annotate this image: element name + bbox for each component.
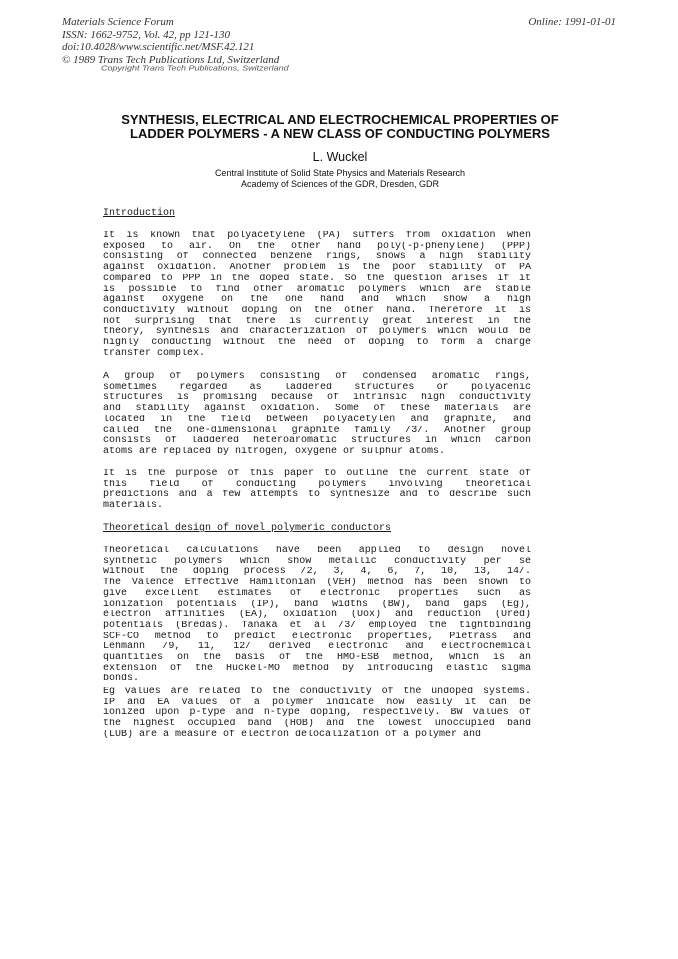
- text-line: without the doping process /2, 3, 4, 6, 7, 10, 13, 14/.: [103, 567, 531, 578]
- text-line: located in the field between polyacetylen and graphite, and: [103, 414, 531, 425]
- text-line: consisting of connected benzene rings, shows a high stability: [103, 252, 531, 263]
- text-line: highly conducting without the need of doping to form a charge: [103, 338, 531, 349]
- text-line: A group of polymers consisting of condensed aromatic rings,: [103, 372, 531, 382]
- text-line: atoms are replaced by nitrogen, oxygene or sulphur atoms.: [103, 446, 446, 457]
- text-line: sometimes regarded as laddered structures or polyacenic: [103, 382, 531, 393]
- text-line: exposed to air. On the other hand poly(-p-phenylene) (PPP): [103, 241, 531, 252]
- online-date: Online: 1991-01-01: [528, 16, 616, 28]
- text-line: bonds.: [103, 674, 140, 685]
- paper-title: [95, 113, 585, 140]
- text-line: this field of conducting polymers involving theoretical: [103, 479, 531, 490]
- paragraph-1: [103, 231, 531, 359]
- text-line: transfer complex.: [103, 348, 206, 359]
- text-line: give excellent estimates of electronic properties such as: [103, 588, 531, 599]
- affiliation-line-2: Academy of Sciences of the GDR, Dresden, GDR: [240, 179, 440, 189]
- issn-line: ISSN: 1662-9752, Vol. 42, pp 121-130: [62, 28, 231, 41]
- text-line: not surprising that there is currently great interest in the: [103, 316, 531, 327]
- affiliation: [95, 168, 585, 190]
- text-line: called the one-dimensional graphite family /3/. Another group: [103, 425, 531, 436]
- journal-name: Materials Science Forum: [62, 16, 174, 28]
- text-line: extension of the Hückel-MO method by introducing elastic sigma: [103, 663, 531, 674]
- author-name: L. Wuckel: [312, 150, 368, 164]
- text-line: structures is promising because of intrinsic high conductivity: [103, 393, 531, 404]
- text-line: Lehmann /9, 11, 12/ derived electronic and electrochemical: [103, 642, 531, 653]
- text-line: synthetic polymers which show metallic conductivity per se: [103, 556, 531, 567]
- text-line: Eg values are related to the conductivity of the undoped systems.: [103, 687, 531, 697]
- text-line: IP and EA values of a polymer indicate how easily it can be: [103, 697, 531, 708]
- paragraph-4: [103, 546, 531, 685]
- affiliation-line-1: Central Institute of Solid State Physics and Materials Research: [214, 168, 466, 178]
- text-line: and stability against oxidation. Some of these materials are: [103, 404, 531, 415]
- paragraph-5: [103, 687, 531, 741]
- section-heading-introduction: Introduction: [103, 208, 176, 219]
- text-line: conductivity without doping on the other hand. Therefore it is: [103, 305, 531, 316]
- text-line: potentials (Bredas). Tanaka et al /3/ employed the tightbinding: [103, 620, 531, 631]
- text-line: The Valence Effective Hamiltonian (VEH) method has been shown to: [103, 578, 531, 589]
- faded-copyright: Copyright Trans Tech Publications, Switzerland: [101, 64, 289, 72]
- text-line: quantities on the basis of the HMO-ESB method, which is an: [103, 653, 531, 664]
- text-line: the highest occupied band (HOB) and the lowest unoccupied band: [103, 719, 531, 730]
- text-line: theory, synthesis and characterization of polymers which would be: [103, 327, 531, 338]
- text-line: electron affinities (EA), oxidation (Uox) and reduction (Ured): [103, 610, 531, 621]
- title-line-2: LADDER POLYMERS - A NEW CLASS OF CONDUCTING POLYMERS: [130, 125, 550, 141]
- text-line: against oxygene on the one hand and which show a high: [103, 295, 531, 306]
- paragraph-3: [103, 469, 531, 512]
- text-line: It is the purpose of this paper to outline the current state of: [103, 469, 531, 479]
- section-heading-theoretical-design: Theoretical design of novel polymeric conductors: [103, 523, 392, 534]
- journal-header: [62, 16, 279, 66]
- text-line: predictions and a few attempts to synthesize and to describe such: [103, 490, 531, 501]
- text-line: ionization potentials (IP), band widths (BW), band gaps (Eg),: [103, 599, 531, 610]
- text-line: ionized upon p-type and n-type doping, respectively. BW values of: [103, 708, 531, 719]
- title-line-1: SYNTHESIS, ELECTRICAL AND ELECTROCHEMICAL PROPERTIES OF: [121, 112, 559, 127]
- paragraph-2: [103, 372, 531, 458]
- text-line: materials.: [103, 501, 164, 512]
- text-line: against oxidation. Another problem is the poor stability of PA: [103, 263, 531, 274]
- text-line: compared to PPP in the doped state. So the question arises if it: [103, 273, 531, 284]
- text-line: It is known that polyacetylene (PA) suffers from oxidation when: [103, 231, 531, 241]
- text-line: consists of laddered heteroaromatic structures in which carbon: [103, 436, 531, 447]
- text-line: (LUB) are a measure of electron delocalization of a polymer and: [103, 729, 482, 740]
- copyright-line: © 1989 Trans Tech Publications Ltd, Switzerland: [62, 53, 280, 66]
- doi-line[interactable]: doi:10.4028/www.scientific.net/MSF.42.121: [62, 41, 255, 53]
- text-line: Theoretical calculations have been applied to design novel: [103, 546, 531, 556]
- text-line: is possible to find other aromatic polymers which are stable: [103, 284, 531, 295]
- text-line: SCF-CO method to predict electronic properties, Pietrass and: [103, 631, 531, 642]
